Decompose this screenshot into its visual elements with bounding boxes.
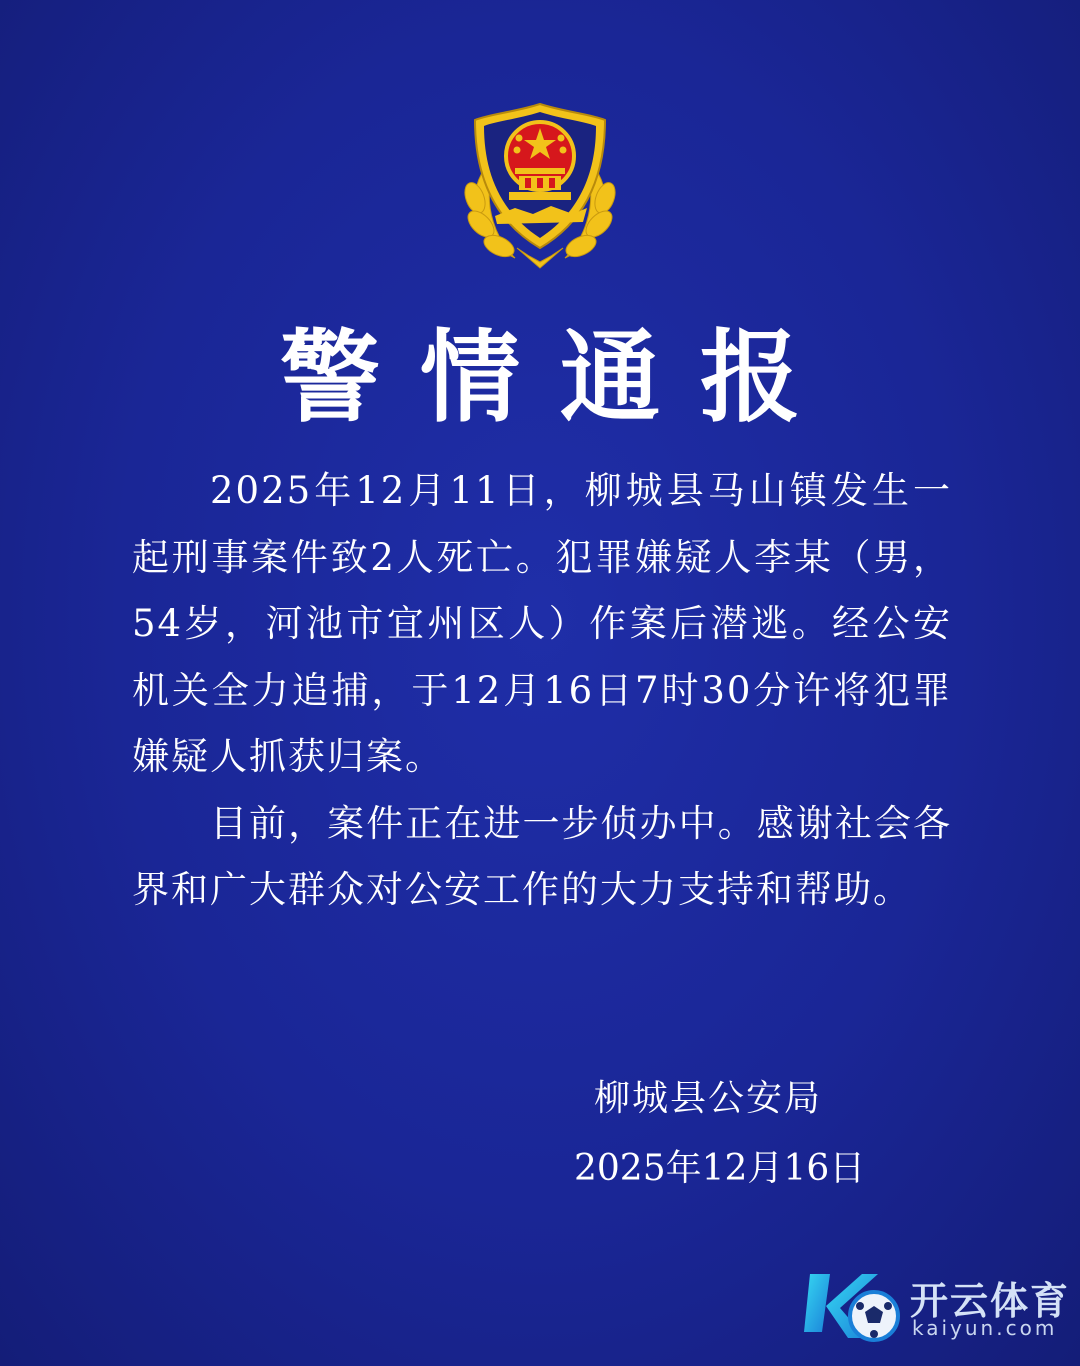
watermark-text: 开云体育 — [910, 1279, 1071, 1323]
notice-body — [132, 458, 952, 924]
body-paragraph-2: 目前，案件正在进一步侦办中。感谢社会各界和广大群众对公安工作的大力支持和帮助。 — [132, 801, 952, 911]
signature-org: 柳城县公安局 — [594, 1078, 823, 1119]
notice-title: 警情通报 — [280, 319, 840, 436]
signature-date: 2025年12月16日 — [574, 1148, 866, 1189]
body-paragraph-1: 2025年12月11日，柳城县马山镇发生一起刑事案件致2人死亡。犯罪嫌疑人李某（男，54岁，河池市宜州区人）作案后潜逃。经公安机关全力追捕，于12月16日7时30分许将犯罪嫌疑人抓获归案。 — [132, 469, 952, 778]
watermark-url: kaiyun.com — [912, 1316, 1058, 1340]
police-emblem-icon — [455, 98, 625, 270]
